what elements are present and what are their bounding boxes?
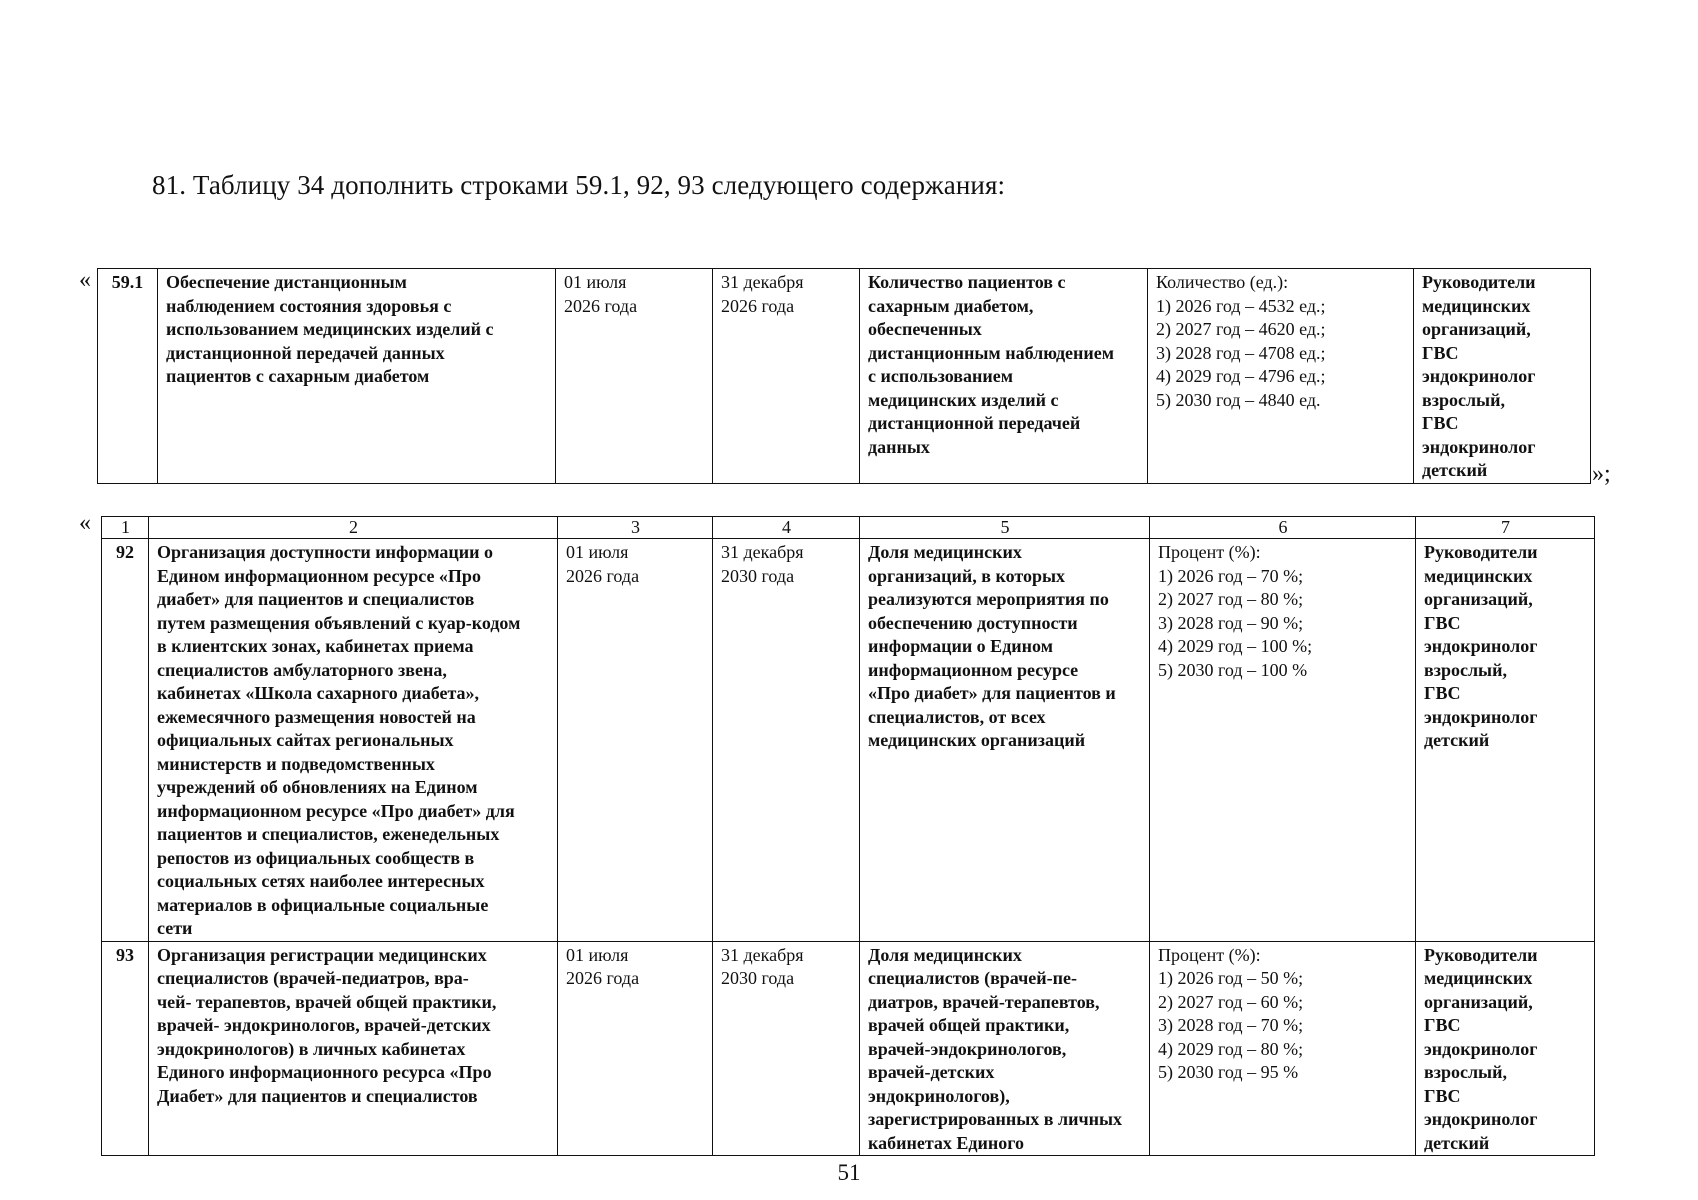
opening-quote-table2: « xyxy=(79,510,91,536)
table-rows-92-93 xyxy=(101,516,1595,1156)
header-cell: 3 xyxy=(558,517,713,539)
header-cell: 2 xyxy=(149,517,558,539)
opening-quote-table1: « xyxy=(79,267,91,293)
section-heading: 81. Таблицу 34 дополнить строками 59.1, 92, 93 следующего содержания: xyxy=(152,170,1006,200)
indicator-cell: Доля медицинских организаций, в которых реализуются мероприятия по обеспечению доступности информации о Едином информационном ресурсе «Про диабет» для пациентов и специалистов, от всех медицинских организаций xyxy=(860,539,1150,942)
row-number: 92 xyxy=(102,539,149,942)
row-number: 93 xyxy=(102,941,149,1156)
event-cell: Организация регистрации медицинских специалистов (врачей-педиатров, вра- чей- терапевтов, врачей общей практики, врачей- эндокринологов, врачей-детских эндокринологов) в личных кабинетах Единого информационного ресурса «Про Диабет» для пациентов и специалистов xyxy=(149,941,558,1156)
indicator-cell: Доля медицинских специалистов (врачей-пе- диатров, врачей-терапевтов, врачей общей практики, врачей-эндокринологов, врачей-детских эндокринологов), зарегистрированных в личных кабинетах Единого xyxy=(860,941,1150,1156)
column-number-header xyxy=(102,517,1595,539)
table-row xyxy=(102,941,1595,1156)
header-cell: 1 xyxy=(102,517,149,539)
header-cell: 5 xyxy=(860,517,1150,539)
event-cell: Обеспечение дистанционным наблюдением состояния здоровья с использованием медицинских изделий с дистанционной передачей данных пациентов с сахарным диабетом xyxy=(158,269,556,484)
indicator-cell: Количество пациентов с сахарным диабетом, обеспеченных дистанционным наблюдением с использованием медицинских изделий с дистанционной передачей данных xyxy=(860,269,1148,484)
closing-quote-table1: »; xyxy=(1592,461,1611,487)
values-cell: Количество (ед.): 1) 2026 год – 4532 ед.; 2) 2027 год – 4620 ед.; 3) 2028 год – 4708 ед.; 4) 2029 год – 4796 ед.; 5) 2030 год – 4840 ед. xyxy=(1148,269,1414,484)
header-cell: 4 xyxy=(713,517,860,539)
header-cell: 6 xyxy=(1150,517,1416,539)
end-date-cell: 31 декабря 2030 года xyxy=(713,941,860,1156)
end-date-cell: 31 декабря 2026 года xyxy=(713,269,860,484)
table-row xyxy=(102,539,1595,942)
start-date-cell: 01 июля 2026 года xyxy=(558,539,713,942)
responsible-cell: Руководители медицинских организаций, ГВС эндокринолог взрослый, ГВС эндокринолог детский xyxy=(1416,539,1595,942)
table-row-59-1 xyxy=(97,268,1591,484)
values-cell: Процент (%): 1) 2026 год – 50 %; 2) 2027 год – 60 %; 3) 2028 год – 70 %; 4) 2029 год – 80 %; 5) 2030 год – 95 % xyxy=(1150,941,1416,1156)
start-date-cell: 01 июля 2026 года xyxy=(558,941,713,1156)
start-date-cell: 01 июля 2026 года xyxy=(556,269,713,484)
end-date-cell: 31 декабря 2030 года xyxy=(713,539,860,942)
responsible-cell: Руководители медицинских организаций, ГВС эндокринолог взрослый, ГВС эндокринолог детский xyxy=(1416,941,1595,1156)
row-number: 59.1 xyxy=(98,269,158,484)
page-number: 51 xyxy=(837,1160,861,1185)
responsible-cell: Руководители медицинских организаций, ГВС эндокринолог взрослый, ГВС эндокринолог детский xyxy=(1414,269,1591,484)
values-cell: Процент (%): 1) 2026 год – 70 %; 2) 2027 год – 80 %; 3) 2028 год – 90 %; 4) 2029 год – 100 %; 5) 2030 год – 100 % xyxy=(1150,539,1416,942)
header-cell: 7 xyxy=(1416,517,1595,539)
table-row xyxy=(98,269,1591,484)
event-cell: Организация доступности информации о Едином информационном ресурсе «Про диабет» для пациентов и специалистов путем размещения объявлений с куар-кодом в клиентских зонах, кабинетах приема специалистов амбулаторного звена, кабинетах «Школа сахарного диабета», ежемесячного размещения новостей на официальных сайтах региональных министерств и подведомственных учреждений об обновлениях на Едином информационном ресурсе «Про диабет» для пациентов и специалистов, еженедельных репостов из официальных сообществ в социальных сетях наиболее интересных материалов в официальные социальные сети xyxy=(149,539,558,942)
